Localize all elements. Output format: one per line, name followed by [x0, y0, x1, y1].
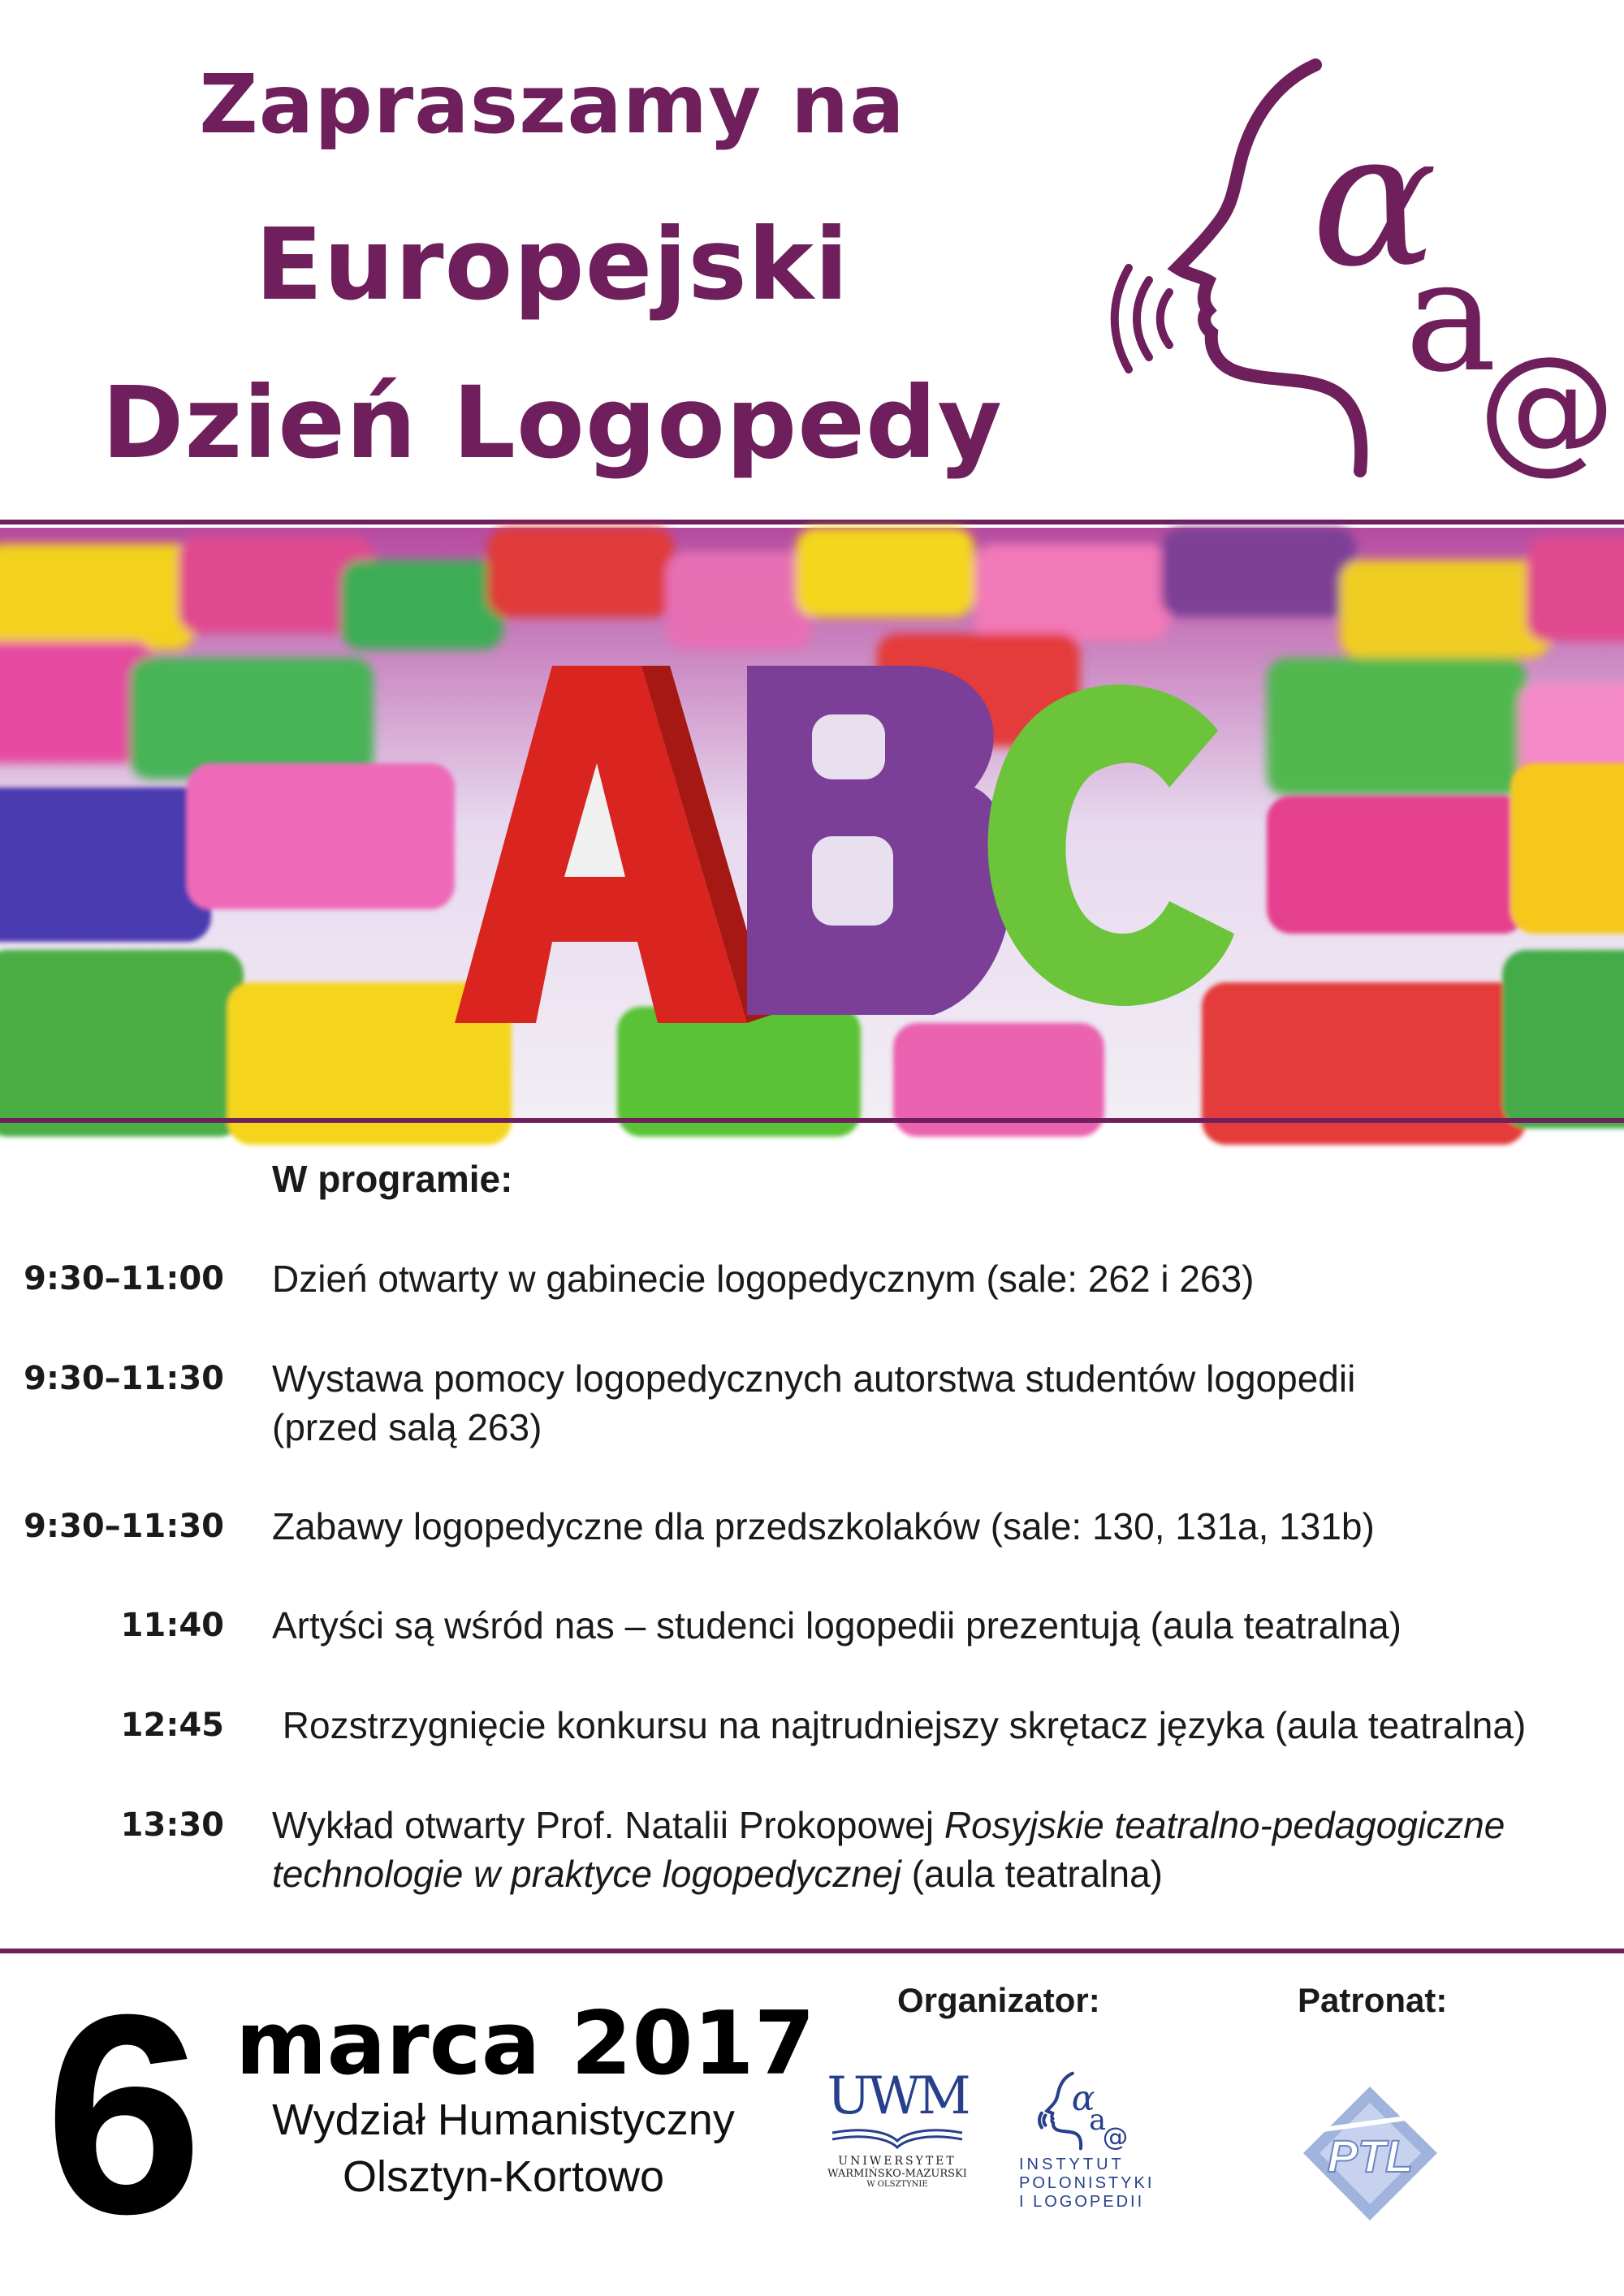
program-item-time: 13:30 — [120, 1806, 224, 1844]
uwm-logo-line3: W OLSZTYNIE — [866, 2180, 928, 2189]
program-item-text-line2: (przed salą 263) — [272, 1406, 542, 1448]
program-item-text: Artyści są wśród nas – studenci logopedii prezentują (aula teatralna) — [272, 1604, 1402, 1646]
speech-therapy-logo — [1112, 49, 1616, 488]
program-item-time: 9:30–11:30 — [24, 1360, 224, 1397]
ptl-logo — [1299, 2082, 1441, 2225]
institute-logo — [1019, 2070, 1157, 2249]
lecture-title-part2: technologie w praktyce logopedycznej — [272, 1853, 901, 1895]
lecture-intro: Wykład otwarty Prof. Natalii Prokopowej — [272, 1804, 944, 1846]
event-faculty: Wydział Humanistyczny — [272, 2095, 735, 2144]
institute-logo-line2: POLONISTYKI — [1019, 2174, 1155, 2192]
program-item-time: 11:40 — [120, 1607, 224, 1644]
event-day: 6 — [45, 1956, 203, 2273]
program-item-time: 12:45 — [120, 1707, 224, 1744]
patron-label: Patronat: — [1298, 1981, 1448, 2019]
header-divider — [0, 520, 1624, 524]
photo-bottom-divider — [0, 1118, 1624, 1123]
program-item-text — [272, 1801, 1596, 1898]
program-item-text: Dzień otwarty w gabinecie logopedycznym (sale: 262 i 263) — [272, 1258, 1255, 1300]
abc-letters-photo — [0, 528, 1624, 1120]
lecture-location: (aula teatralna) — [901, 1853, 1163, 1895]
uwm-logo — [824, 2066, 970, 2245]
svg-text:a: a — [1089, 2104, 1107, 2138]
logo-letter-a: a — [1405, 227, 1497, 406]
footer-divider — [0, 1949, 1624, 1953]
letter-b-block — [747, 666, 1013, 1015]
title-line-2: Europejski — [255, 207, 849, 322]
program-item-text: Rozstrzygnięcie konkursu na najtrudniejszy skrętacz języka (aula teatralna) — [272, 1704, 1527, 1746]
institute-logo-line1: INSTYTUT — [1019, 2156, 1125, 2173]
uwm-logo-line1: UNIWERSYTET — [838, 2155, 957, 2168]
institute-logo-line3: I LOGOPEDII — [1019, 2193, 1145, 2211]
organizer-label: Organizator: — [897, 1981, 1100, 2019]
program-item-text — [272, 1354, 1596, 1452]
ptl-logo-mark: PTL — [1327, 2130, 1414, 2182]
svg-text:ɑ: ɑ — [1071, 2078, 1095, 2120]
uwm-logo-line2: WARMIŃSKO-MAZURSKI — [827, 2168, 967, 2180]
book-icon — [824, 2126, 970, 2151]
program-item-time: 9:30–11:00 — [24, 1260, 224, 1297]
program-item-time: 9:30–11:30 — [24, 1508, 224, 1545]
event-city: Olsztyn-Kortowo — [342, 2152, 665, 2201]
lecture-title-part1: Rosyjskie teatralno-pedagogiczne — [944, 1804, 1505, 1846]
institute-emblem-icon — [1019, 2070, 1141, 2151]
logo-letter-alpha: ɑ — [1311, 92, 1438, 309]
program-item-text-line1: Wystawa pomocy logopedycznych autorstwa studentów logopedii — [272, 1357, 1356, 1400]
svg-text:@: @ — [1102, 2122, 1129, 2152]
program-heading: W programie: — [272, 1158, 513, 1200]
title-line-1: Zapraszamy na — [199, 57, 905, 152]
uwm-logo-mark: UWM — [827, 2066, 968, 2126]
event-month-year: marca 2017 — [235, 1993, 815, 2095]
title-line-3: Dzień Logopedy — [102, 365, 1003, 481]
program-item-text: Zabawy logopedyczne dla przedszkolaków (sale: 130, 131a, 131b) — [272, 1505, 1375, 1547]
logo-at-sign: @ — [1478, 327, 1616, 488]
